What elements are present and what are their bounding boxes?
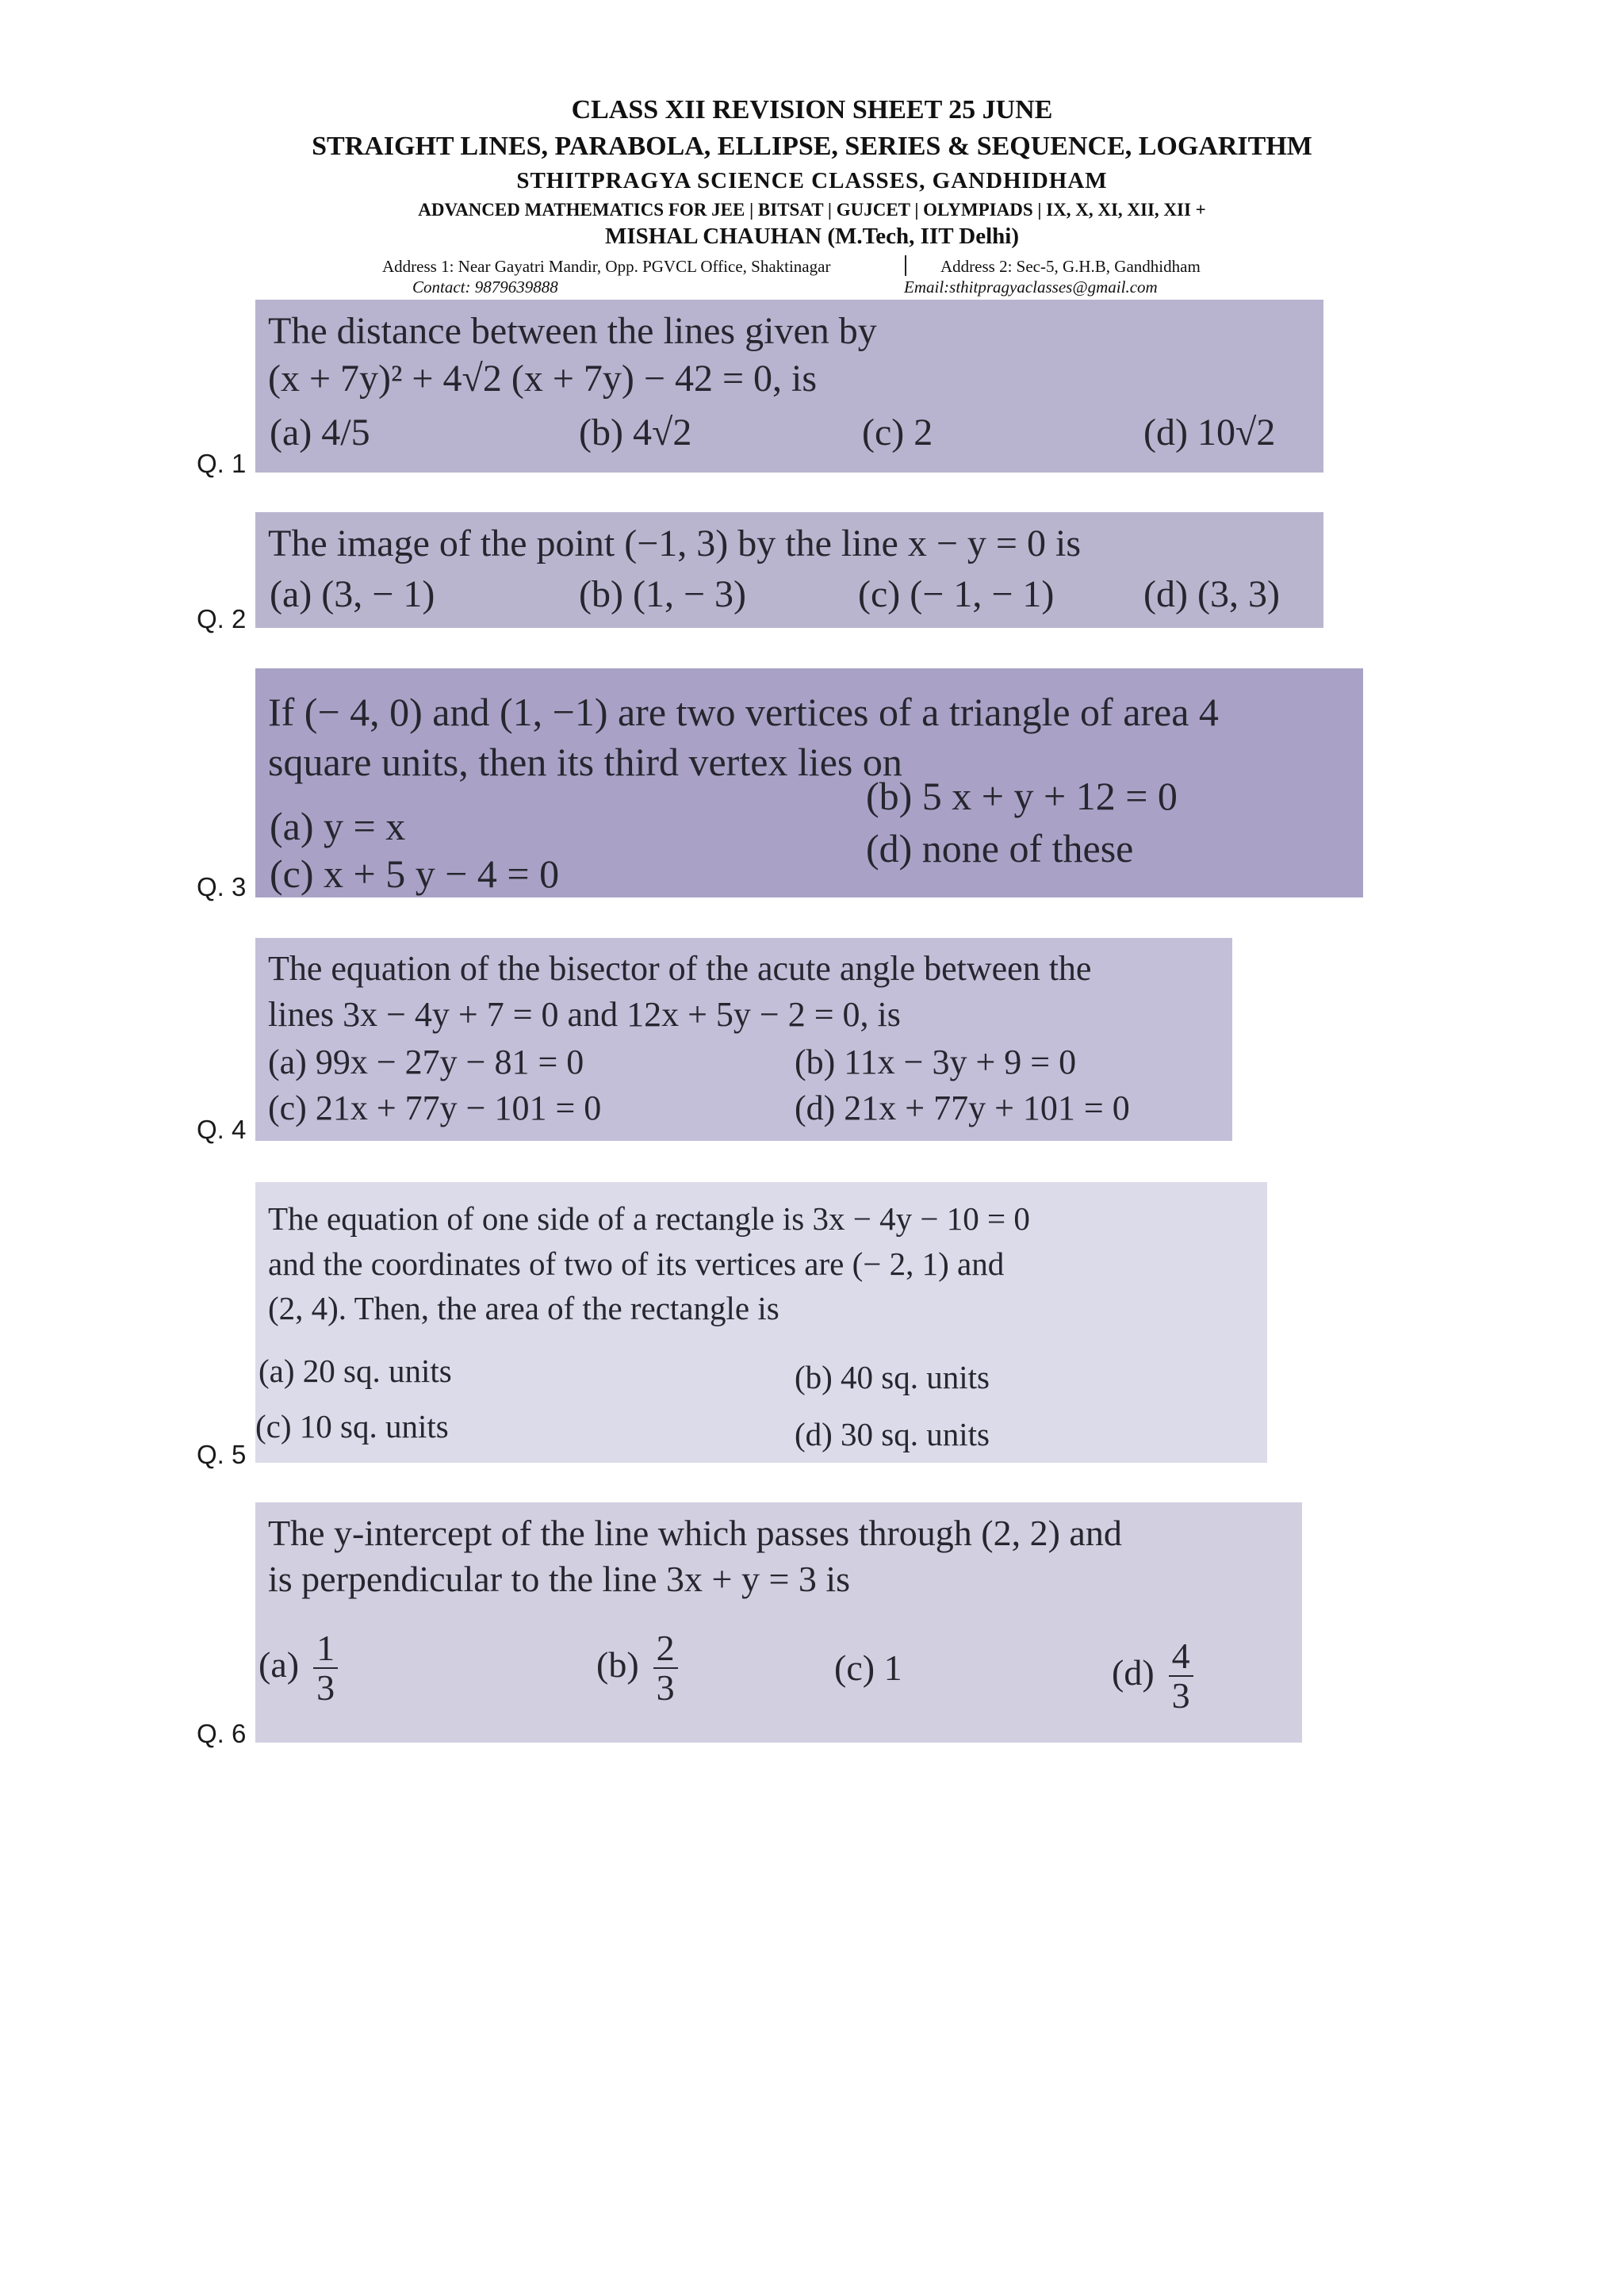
question-4-option-b[interactable]: (b) 11x − 3y + 9 = 0 (795, 1043, 1077, 1081)
question-6-option-d[interactable] (1112, 1637, 1193, 1716)
question-6-option-d-fraction (1169, 1637, 1193, 1716)
question-2-card (255, 512, 1323, 628)
question-2-option-d[interactable]: (d) (3, 3) (1143, 573, 1280, 615)
question-4-card (255, 938, 1232, 1141)
question-6-option-c-prefix: (c) (834, 1647, 875, 1688)
question-6-option-c-value: 1 (883, 1647, 902, 1688)
question-6-stem-line-1: The y-intercept of the line which passes through (2, 2) and (268, 1513, 1122, 1553)
question-1-stem-line-2: (x + 7y)² + 4√2 (x + 7y) − 42 = 0, is (268, 358, 818, 400)
fraction-denominator: 3 (1171, 1675, 1190, 1716)
question-1-option-a[interactable]: (a) 4/5 (270, 411, 370, 453)
question-3-option-a[interactable]: (a) y = x (270, 804, 406, 848)
question-1-option-c[interactable]: (c) 2 (862, 411, 933, 453)
sheet-topics: STRAIGHT LINES, PARABOLA, ELLIPSE, SERIES & SEQUENCE, LOGARITHM (312, 132, 1312, 161)
question-1-label: Q. 1 (197, 449, 247, 478)
question-3-card (255, 668, 1363, 897)
question-2-stem-line-1: The image of the point (−1, 3) by the line x − y = 0 is (268, 522, 1082, 564)
question-2-option-b[interactable]: (b) (1, − 3) (579, 573, 747, 615)
question-2-option-c[interactable]: (c) (− 1, − 1) (858, 573, 1055, 615)
question-5-option-b[interactable]: (b) 40 sq. units (795, 1359, 990, 1395)
question-5-option-d[interactable]: (d) 30 sq. units (795, 1416, 990, 1452)
question-4-option-a[interactable]: (a) 99x − 27y − 81 = 0 (268, 1043, 584, 1081)
question-3-label: Q. 3 (197, 872, 247, 901)
question-1-option-b[interactable]: (b) 4√2 (579, 411, 692, 453)
question-1-card (255, 300, 1323, 473)
question-6-option-c[interactable] (834, 1645, 902, 1691)
question-6-option-d-prefix: (d) (1112, 1651, 1155, 1693)
fraction-denominator: 3 (316, 1667, 335, 1709)
question-5-option-c[interactable]: (c) 10 sq. units (255, 1408, 449, 1445)
question-4-option-d[interactable]: (d) 21x + 77y + 101 = 0 (795, 1089, 1130, 1127)
address-divider (905, 255, 906, 276)
question-3-option-b[interactable]: (b) 5 x + y + 12 = 0 (866, 774, 1178, 818)
question-5-option-a[interactable]: (a) 20 sq. units (259, 1353, 452, 1389)
question-4-label: Q. 4 (197, 1115, 247, 1144)
question-1-option-d[interactable]: (d) 10√2 (1143, 411, 1276, 453)
question-6-option-a-fraction (313, 1629, 338, 1708)
fraction-numerator: 4 (1169, 1637, 1193, 1677)
question-3-stem-line-2: square units, then its third vertex lies on (268, 739, 902, 784)
address-2: Address 2: Sec-5, G.H.B, Gandhidham (940, 257, 1201, 276)
question-5-stem-line-2: and the coordinates of two of its vertices are (− 2, 1) and (268, 1245, 1005, 1282)
question-3-option-c[interactable]: (c) x + 5 y − 4 = 0 (270, 851, 560, 896)
address-1: Address 1: Near Gayatri Mandir, Opp. PGVCL Office, Shaktinagar (382, 257, 831, 276)
question-6-option-a[interactable] (259, 1629, 338, 1708)
question-6-option-a-prefix: (a) (259, 1644, 300, 1685)
question-1-stem-line-1: The distance between the lines given by (268, 310, 877, 352)
question-5-stem-line-1: The equation of one side of a rectangle is 3x − 4y − 10 = 0 (268, 1200, 1030, 1237)
question-3-option-d[interactable]: (d) none of these (866, 826, 1134, 871)
question-3-stem-line-1: If (− 4, 0) and (1, −1) are two vertices of a triangle of area 4 (268, 690, 1219, 734)
question-2-option-a[interactable]: (a) (3, − 1) (270, 573, 435, 615)
question-5-card (255, 1182, 1267, 1463)
question-5-label: Q. 5 (197, 1440, 247, 1469)
question-6-option-b-fraction (653, 1629, 678, 1708)
question-6-option-b-prefix: (b) (596, 1644, 639, 1685)
institute-name: STHITPRAGYA SCIENCE CLASSES, GANDHIDHAM (516, 168, 1108, 193)
contact-phone: Contact: 9879639888 (412, 277, 558, 297)
question-4-option-c[interactable]: (c) 21x + 77y − 101 = 0 (268, 1089, 602, 1127)
question-2-label: Q. 2 (197, 604, 247, 633)
question-4-stem-line-2: lines 3x − 4y + 7 = 0 and 12x + 5y − 2 = 0, is (268, 995, 901, 1035)
question-6-label: Q. 6 (197, 1719, 247, 1748)
fraction-numerator: 1 (313, 1629, 338, 1669)
question-5-stem-line-3: (2, 4). Then, the area of the rectangle is (268, 1290, 779, 1327)
question-6-stem-line-2: is perpendicular to the line 3x + y = 3 is (268, 1558, 851, 1599)
question-6-card (255, 1502, 1302, 1743)
contact-email: Email:sthitpragyaclasses@gmail.com (904, 277, 1158, 297)
institute-tagline: ADVANCED MATHEMATICS FOR JEE | BITSAT | GUJCET | OLYMPIADS | IX, X, XI, XII, XII + (418, 200, 1206, 220)
question-6-option-b[interactable] (596, 1629, 678, 1708)
fraction-denominator: 3 (656, 1667, 675, 1709)
teacher-name: MISHAL CHAUHAN (M.Tech, IIT Delhi) (604, 224, 1020, 249)
question-4-stem-line-1: The equation of the bisector of the acute angle between the (268, 949, 1092, 988)
sheet-title: CLASS XII REVISION SHEET 25 JUNE (571, 95, 1053, 124)
fraction-numerator: 2 (653, 1629, 678, 1669)
